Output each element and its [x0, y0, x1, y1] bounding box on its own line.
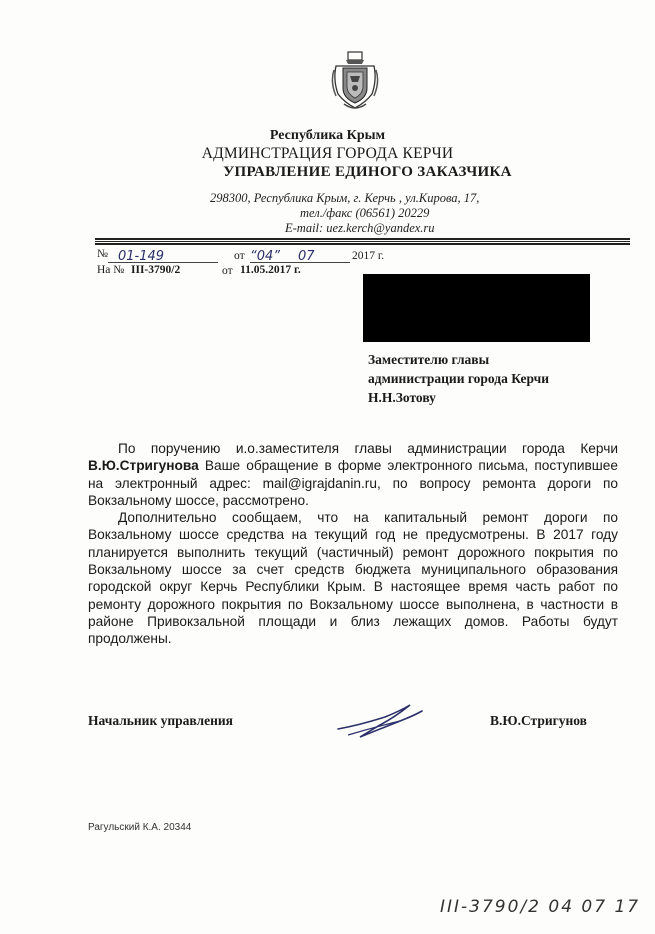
outgoing-date-field — [250, 247, 350, 263]
outgoing-number-label: № — [97, 248, 108, 260]
outgoing-date-year: 2017 г. — [352, 250, 385, 262]
header-divider — [95, 243, 630, 245]
reply-number-value: III-3790/2 — [131, 264, 181, 276]
outgoing-number-value: 01-149 — [118, 249, 165, 264]
body-name: В.Ю.Стригунова — [88, 458, 199, 474]
header-divider — [95, 241, 630, 242]
signatory-title: Начальник управления — [88, 713, 233, 728]
signatory-name: В.Ю.Стригунов — [490, 713, 587, 728]
header-address: 298300, Республика Крым, г. Керчь , ул.Кирова, 17, — [210, 191, 480, 205]
body-paragraph: Дополнительно сообщаем, что на капитальный ремонт дороги по Вокзальному шоссе средства на текущий год не предусмотрены. В 2017 году планируется выполнить текущий (частичный) ремонт дорожного покрытия по Вокзальному шоссе за счет средств бюджета муниципального образования городской округ Керчь Республики Крым. В настоящее время часть работ по ремонту дорожного покрытия по Вокзальному шоссе выполнена, в частности в районе Привокзальной площади и близ лежащих домов. Работы будут продолжены. — [88, 510, 618, 647]
body-text: По поручению и.о.заместителя главы администрации города Керчи — [118, 441, 618, 456]
header-republic: Республика Крым — [269, 128, 386, 143]
redaction-box — [363, 274, 590, 342]
header-department: УПРАВЛЕНИЕ ЕДИНОГО ЗАКАЗЧИКА — [223, 164, 512, 180]
header-email: E-mail: uez.kerch@yandex.ru — [285, 221, 435, 235]
addressee-line: Н.Н.Зотову — [368, 390, 436, 405]
header-administration: АДМИНСТРАЦИЯ ГОРОДА КЕРЧИ — [201, 145, 454, 162]
header-phone: тел./факс (06561) 20229 — [300, 206, 430, 220]
header-divider — [95, 238, 630, 240]
body-paragraph — [88, 440, 618, 509]
handwritten-note: III-3790/2 04 07 17 — [440, 897, 641, 917]
addressee-line: администрации города Керчи — [368, 371, 550, 386]
reply-date-value: 11.05.2017 г. — [240, 264, 301, 276]
letter-body — [88, 440, 618, 648]
addressee-block — [368, 350, 549, 407]
handwritten-signature — [330, 697, 430, 747]
outgoing-date-label: от — [234, 250, 245, 262]
reply-number-label: На № — [97, 264, 125, 276]
body-text: Ваше обращение в форме электронного письма, поступившее на электронный адрес: mail@igrajdanin.ru, по вопросу ремонта дороги по Вокзальному шоссе, рассмотрено. — [88, 458, 618, 508]
outgoing-number-field — [108, 247, 218, 263]
executor-info: Рагульский К.А. 20344 — [88, 822, 192, 833]
reply-date-label: от — [222, 265, 233, 277]
outgoing-date-day: “04” — [250, 249, 281, 264]
coat-of-arms-icon — [330, 50, 380, 112]
addressee-line: Заместителю главы — [368, 352, 490, 367]
outgoing-date-month: 07 — [298, 249, 315, 264]
